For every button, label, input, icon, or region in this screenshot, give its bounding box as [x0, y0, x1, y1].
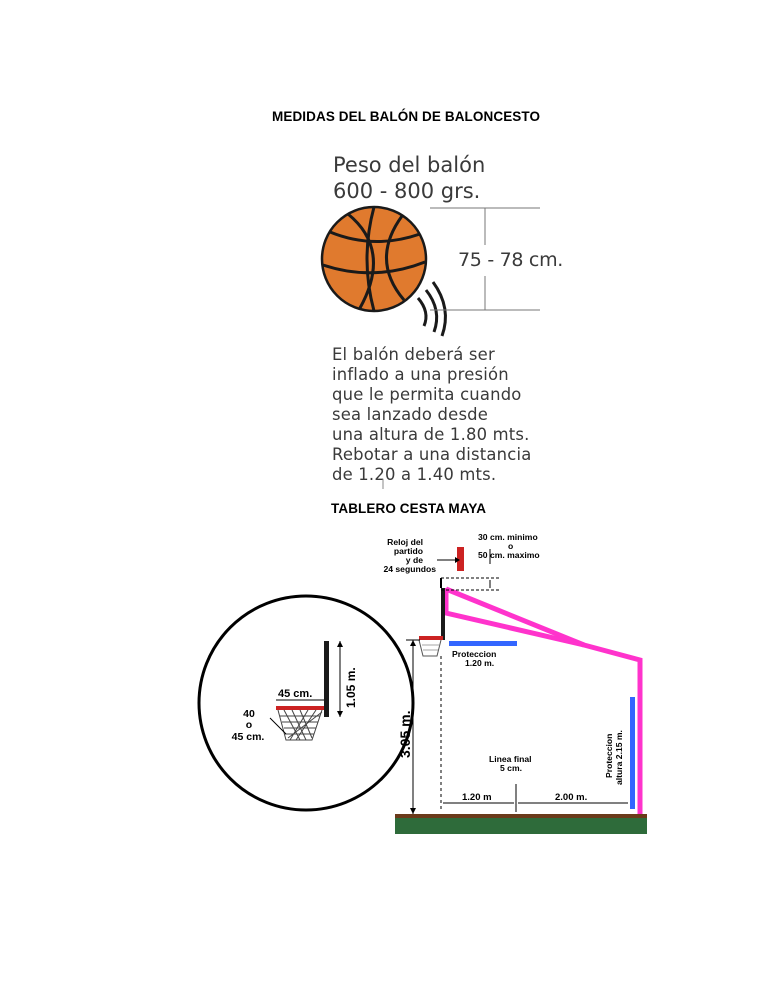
- ball-weight-label: Peso del balón: [333, 153, 486, 177]
- detail-net-icon: [278, 710, 322, 740]
- height-label: 3.05 m.: [397, 710, 413, 758]
- protection-top: [449, 641, 517, 646]
- protection-side: [630, 697, 635, 809]
- detail-circle: [199, 596, 413, 810]
- backboard: [441, 588, 445, 640]
- ball-weight-value: 600 - 800 grs.: [333, 179, 481, 203]
- clock-label: partido: [393, 546, 423, 556]
- detail-rim-diameter-label: 45 cm.: [231, 731, 265, 743]
- distance-label: 1.20 m: [462, 792, 492, 803]
- protection-top-label: Proteccion: [452, 649, 497, 659]
- board-section-title: TABLERO CESTA MAYA: [331, 501, 487, 516]
- paragraph-line: de 1.20 a 1.40 mts.: [332, 465, 497, 484]
- ball-section-title: MEDIDAS DEL BALÓN DE BALONCESTO: [272, 109, 541, 124]
- endline-label: 5 cm.: [500, 763, 522, 773]
- endline-label: Linea final: [489, 754, 532, 764]
- paragraph-line: que le permita cuando: [332, 385, 522, 404]
- distance-label: 2.00 m.: [555, 792, 588, 803]
- court-floor-edge: [395, 814, 647, 818]
- detail-rim-diameter-label: o: [245, 719, 253, 731]
- clock-label: Reloj del: [387, 537, 423, 547]
- clearance-label: 30 cm. minimo: [478, 532, 538, 542]
- protection-side-label: Proteccion: [604, 733, 614, 778]
- protection-top-label: 1.20 m.: [465, 658, 495, 668]
- protection-side-label: altura 2.15 m.: [614, 730, 624, 785]
- detail-backboard: [324, 641, 329, 717]
- clearance-label: 50 cm. maximo: [478, 550, 540, 560]
- paragraph-line: sea lanzado desde: [332, 405, 489, 424]
- paragraph-line: El balón deberá ser: [332, 345, 495, 364]
- support-frame: [446, 588, 640, 814]
- detail-rim-distance-label: 45 cm.: [278, 688, 313, 700]
- detail-board-height-label: 1.05 m.: [344, 667, 358, 708]
- clock-label: 24 segundos: [383, 564, 436, 574]
- clock-label: y de: [405, 555, 423, 565]
- net-icon: [419, 640, 441, 656]
- paragraph-line: Rebotar a una distancia: [332, 445, 532, 464]
- ball-diameter-label: 75 - 78 cm.: [458, 249, 564, 271]
- clearance-label: o: [508, 541, 514, 551]
- paragraph-line: una altura de 1.80 mts.: [332, 425, 530, 444]
- detail-rim: [276, 706, 324, 710]
- rim: [419, 636, 443, 640]
- detail-rim-diameter-label: 40: [243, 708, 255, 720]
- paragraph-line: inflado a una presión: [332, 365, 509, 384]
